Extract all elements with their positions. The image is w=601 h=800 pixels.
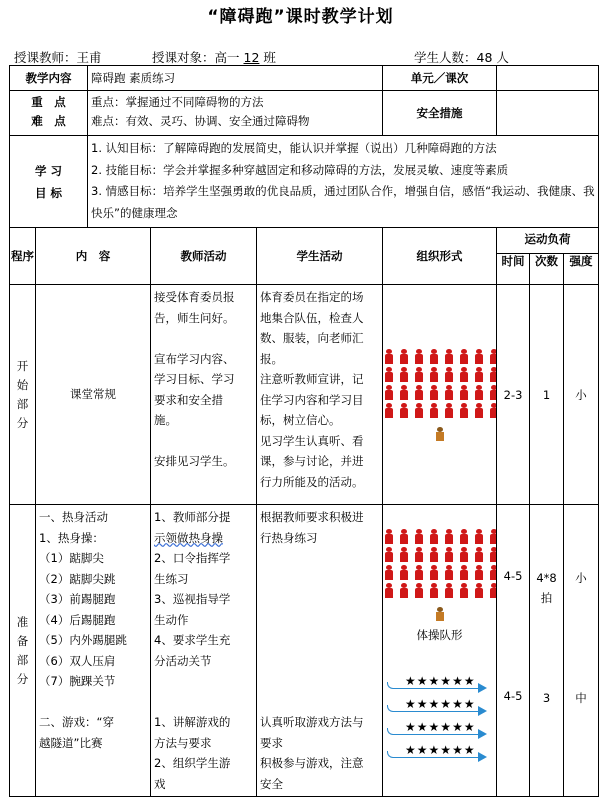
text-line: 1、讲解游戏的 xyxy=(154,715,231,729)
student-figure xyxy=(443,367,455,383)
student-figure xyxy=(473,385,485,401)
text-line: 越隧道”比赛 xyxy=(39,735,103,750)
student-figure xyxy=(458,529,470,545)
text-line: 注意听教师宣讲，记 xyxy=(260,372,364,386)
text-line: 要求和安全措 xyxy=(154,392,223,407)
target-suffix: 班 xyxy=(259,50,276,65)
text-line: 住学习内容和学习目 xyxy=(260,392,364,407)
student-figure xyxy=(473,403,485,419)
text-line: 2、口令指挥学 xyxy=(154,551,231,565)
start-time: 2-3 xyxy=(497,285,530,505)
text-line: （3）前踢腿跑 xyxy=(39,592,116,606)
student-figure xyxy=(458,583,470,599)
text-line: 行力所能及的活动。 xyxy=(260,474,364,489)
start-teacher-activity xyxy=(151,285,257,505)
text-line: 4、要求学生充 xyxy=(154,633,231,647)
text-line: 接受体育委员报 xyxy=(154,290,235,304)
text-line: 课，参与讨论，并进 xyxy=(260,454,364,468)
student-figure xyxy=(428,547,440,563)
student-figure xyxy=(413,547,425,563)
text-line: 行热身练习 xyxy=(260,530,318,545)
student-figure xyxy=(443,547,455,563)
student-figure xyxy=(458,385,470,401)
text-line: 方法与要求 xyxy=(154,735,212,750)
goals-label-line-1: 学 习 xyxy=(34,163,62,178)
student-figure xyxy=(473,547,485,563)
goal-emotional: 3. 情感目标：培养学生坚强勇敢的优良品质，通过团队合作，增强自信，感悟“我运动、我健康、我快乐”的健康理念 xyxy=(91,184,595,220)
goal-skill: 2. 技能目标：学会并掌握多种穿越固定和移动障碍的方法，发展灵敏、速度等素质 xyxy=(91,162,509,177)
text-line xyxy=(154,431,253,452)
col-teacher: 教师活动 xyxy=(151,228,257,285)
text-line: 标，树立信心。 xyxy=(260,413,341,427)
text-line: （5）内外踢腿跳 xyxy=(39,633,127,647)
key-points-cell xyxy=(88,91,383,136)
student-figure xyxy=(458,565,470,581)
student-figure xyxy=(488,583,497,599)
student-figure xyxy=(428,349,440,365)
start-intensity: 小 xyxy=(564,285,599,505)
text-line: 要求 xyxy=(260,735,283,750)
student-figure xyxy=(383,385,395,401)
col-time: 时间 xyxy=(497,254,530,285)
student-figure xyxy=(428,403,440,419)
student-figure xyxy=(443,403,455,419)
student-figure xyxy=(413,385,425,401)
col-organization: 组织形式 xyxy=(383,228,497,285)
student-figure xyxy=(398,565,410,581)
student-figure xyxy=(428,529,440,545)
text-line xyxy=(260,630,379,651)
student-figure xyxy=(443,583,455,599)
formation-label: 体操队形 xyxy=(416,628,463,642)
student-figure xyxy=(413,367,425,383)
text-line: 1、教师部分提 xyxy=(154,510,231,524)
col-student: 学生活动 xyxy=(257,228,383,285)
student-figure xyxy=(488,403,497,419)
key-point: 重点：掌握通过不同障碍物的方法 xyxy=(91,95,264,109)
start-count: 1 xyxy=(530,285,564,505)
safety-label: 安全措施 xyxy=(383,91,497,136)
page-title: “障碍跑”课时教学计划 xyxy=(207,7,394,27)
student-figure xyxy=(398,367,410,383)
text-line: 认真听取游戏方法与 xyxy=(260,715,364,729)
text-line: （7）腕踝关节 xyxy=(39,674,116,688)
prep-teacher-activity xyxy=(151,505,257,797)
prep-intensity xyxy=(564,505,599,797)
text-line: 学习目标、学习 xyxy=(154,372,235,386)
content-label: 教学内容 xyxy=(10,66,88,91)
tunnel-game-diagram xyxy=(383,675,496,758)
prep-student-activity xyxy=(257,505,383,797)
student-figure xyxy=(398,583,410,599)
student-figure xyxy=(398,403,410,419)
prep-time-warmup: 4-5 xyxy=(503,569,523,583)
text-line xyxy=(39,692,147,713)
student-figure xyxy=(443,529,455,545)
text-line xyxy=(260,651,379,672)
start-content: 课堂常规 xyxy=(36,285,151,505)
lesson-plan-table xyxy=(9,65,599,797)
student-figure xyxy=(473,529,485,545)
prep-count-game: 3 xyxy=(542,691,551,705)
student-figure xyxy=(428,367,440,383)
text-line: 安全 xyxy=(260,776,283,791)
text-line: 戏 xyxy=(154,776,166,791)
student-figure xyxy=(383,349,395,365)
text-line: （1）踮脚尖 xyxy=(39,551,104,565)
teacher-label: 授课教师： xyxy=(14,50,77,65)
student-figure xyxy=(383,583,395,599)
text-line: 地集合队伍，检查人 xyxy=(260,310,364,325)
tunnel-row: ★★★★★★ xyxy=(383,744,496,758)
student-figure xyxy=(488,529,497,545)
student-figure xyxy=(473,565,485,581)
col-load: 运动负荷 xyxy=(497,228,599,254)
content-value: 障碍跑 素质练习 xyxy=(88,66,383,91)
text-line xyxy=(154,328,253,349)
prep-count xyxy=(530,505,564,797)
student-figure xyxy=(473,349,485,365)
prep-count-warmup-unit: 拍 xyxy=(540,591,553,605)
text-line: 分活动关节 xyxy=(154,653,212,668)
text-line: 根据教师要求积极进 xyxy=(260,510,364,524)
difficulty-label: 难 点 xyxy=(31,114,66,128)
student-figure xyxy=(383,367,395,383)
student-count: 学生人数：48 人 xyxy=(414,50,509,65)
start-student-activity xyxy=(257,285,383,505)
student-figure xyxy=(428,565,440,581)
text-line xyxy=(260,589,379,610)
target-label: 授课对象： xyxy=(152,50,215,65)
student-figure xyxy=(458,367,470,383)
text-line: 体育委员在指定的场 xyxy=(260,290,364,304)
gymnastics-formation xyxy=(383,529,497,599)
text-line: （4）后踢腿跑 xyxy=(39,612,116,627)
stage-start: 开始部分 xyxy=(10,285,36,505)
tunnel-row: ★★★★★★ xyxy=(383,721,496,735)
unit-label: 单元／课次 xyxy=(383,66,497,91)
text-line: 告，师生问好。 xyxy=(154,310,235,325)
text-line: 安排见习学生。 xyxy=(154,454,235,468)
student-figure xyxy=(383,547,395,563)
safety-value xyxy=(497,91,599,136)
text-line: 宣布学习内容、 xyxy=(154,351,235,366)
col-count: 次数 xyxy=(530,254,564,285)
student-figure xyxy=(398,547,410,563)
text-line: 生动作 xyxy=(154,612,189,627)
teacher-figure xyxy=(435,607,445,621)
prep-time-game: 4-5 xyxy=(503,689,523,703)
student-figure xyxy=(428,583,440,599)
key-points-label xyxy=(10,91,88,136)
text-line: 一、热身活动 xyxy=(39,510,108,524)
student-figure xyxy=(383,403,395,419)
student-figure xyxy=(443,565,455,581)
tunnel-row: ★★★★★★ xyxy=(383,675,496,689)
teacher-name: 王甫 xyxy=(76,50,102,65)
key-label: 重 点 xyxy=(31,95,66,109)
student-figure xyxy=(443,385,455,401)
goal-cognitive: 1. 认知目标：了解障碍跑的发展简史，能认识并掌握（说出）几种障碍跑的方法 xyxy=(91,141,497,155)
text-line: 二、游戏：“穿 xyxy=(39,715,114,729)
text-line xyxy=(260,548,379,569)
goals-label-line-2: 目 标 xyxy=(34,185,62,200)
tunnel-row: ★★★★★★ xyxy=(383,698,496,712)
text-line: 施。 xyxy=(154,413,177,427)
student-figure xyxy=(443,349,455,365)
text-line: 1、热身操： xyxy=(39,530,104,545)
student-figure xyxy=(488,367,497,383)
text-line: 积极参与游戏，注意 xyxy=(260,756,364,770)
text-line: 示领做热身操 xyxy=(154,530,223,545)
student-figure xyxy=(413,529,425,545)
col-content: 内 容 xyxy=(36,228,151,285)
student-figure xyxy=(458,547,470,563)
text-line: （2）踮脚尖跳 xyxy=(39,571,116,586)
text-line: 2、组织学生游 xyxy=(154,756,231,770)
target-class: 12 xyxy=(243,50,260,65)
student-figure xyxy=(488,565,497,581)
student-figure xyxy=(398,385,410,401)
text-line xyxy=(260,692,379,713)
difficulty-point: 难点：有效、灵巧、协调、安全通过障碍物 xyxy=(91,114,310,128)
text-line: 数、服装，向老师汇 xyxy=(260,331,364,345)
prep-content xyxy=(36,505,151,797)
student-figure xyxy=(458,403,470,419)
student-figure xyxy=(413,583,425,599)
student-figure xyxy=(488,385,497,401)
goals-label xyxy=(10,136,88,228)
prep-count-warmup: 4*8 xyxy=(536,571,557,585)
prep-intensity-game: 中 xyxy=(575,691,587,705)
teacher-figure xyxy=(435,427,445,441)
text-line xyxy=(260,610,379,631)
col-stage: 程序 xyxy=(10,228,36,285)
text-line xyxy=(154,692,253,713)
stage-prep: 准备部分 xyxy=(10,505,36,797)
student-figure xyxy=(488,547,497,563)
prep-formation xyxy=(383,505,497,797)
student-figure xyxy=(398,349,410,365)
text-line: 生练习 xyxy=(154,571,189,586)
text-line: 报。 xyxy=(260,351,283,366)
student-figure xyxy=(413,565,425,581)
text-line: 见习学生认真听、看 xyxy=(260,433,364,448)
student-figure xyxy=(383,565,395,581)
student-figure xyxy=(428,385,440,401)
student-figure xyxy=(413,403,425,419)
col-intensity: 强度 xyxy=(564,254,599,285)
goals-cell xyxy=(88,136,599,228)
student-figure xyxy=(473,367,485,383)
student-figure xyxy=(383,529,395,545)
student-figure xyxy=(473,583,485,599)
text-line: 3、巡视指导学 xyxy=(154,592,231,606)
text-line xyxy=(260,671,379,692)
prep-time xyxy=(497,505,530,797)
text-line xyxy=(260,569,379,590)
prep-intensity-warmup: 小 xyxy=(575,571,587,585)
target-info xyxy=(152,48,276,66)
unit-value xyxy=(497,66,599,91)
start-formation xyxy=(383,285,497,505)
student-figure xyxy=(458,349,470,365)
student-figure xyxy=(488,349,497,365)
target-prefix: 高一 xyxy=(214,50,244,65)
text-line: （6）双人压肩 xyxy=(39,653,116,668)
student-figure xyxy=(398,529,410,545)
text-line xyxy=(154,671,253,692)
student-figure xyxy=(413,349,425,365)
teacher-info xyxy=(14,48,102,66)
student-formation xyxy=(383,349,497,419)
